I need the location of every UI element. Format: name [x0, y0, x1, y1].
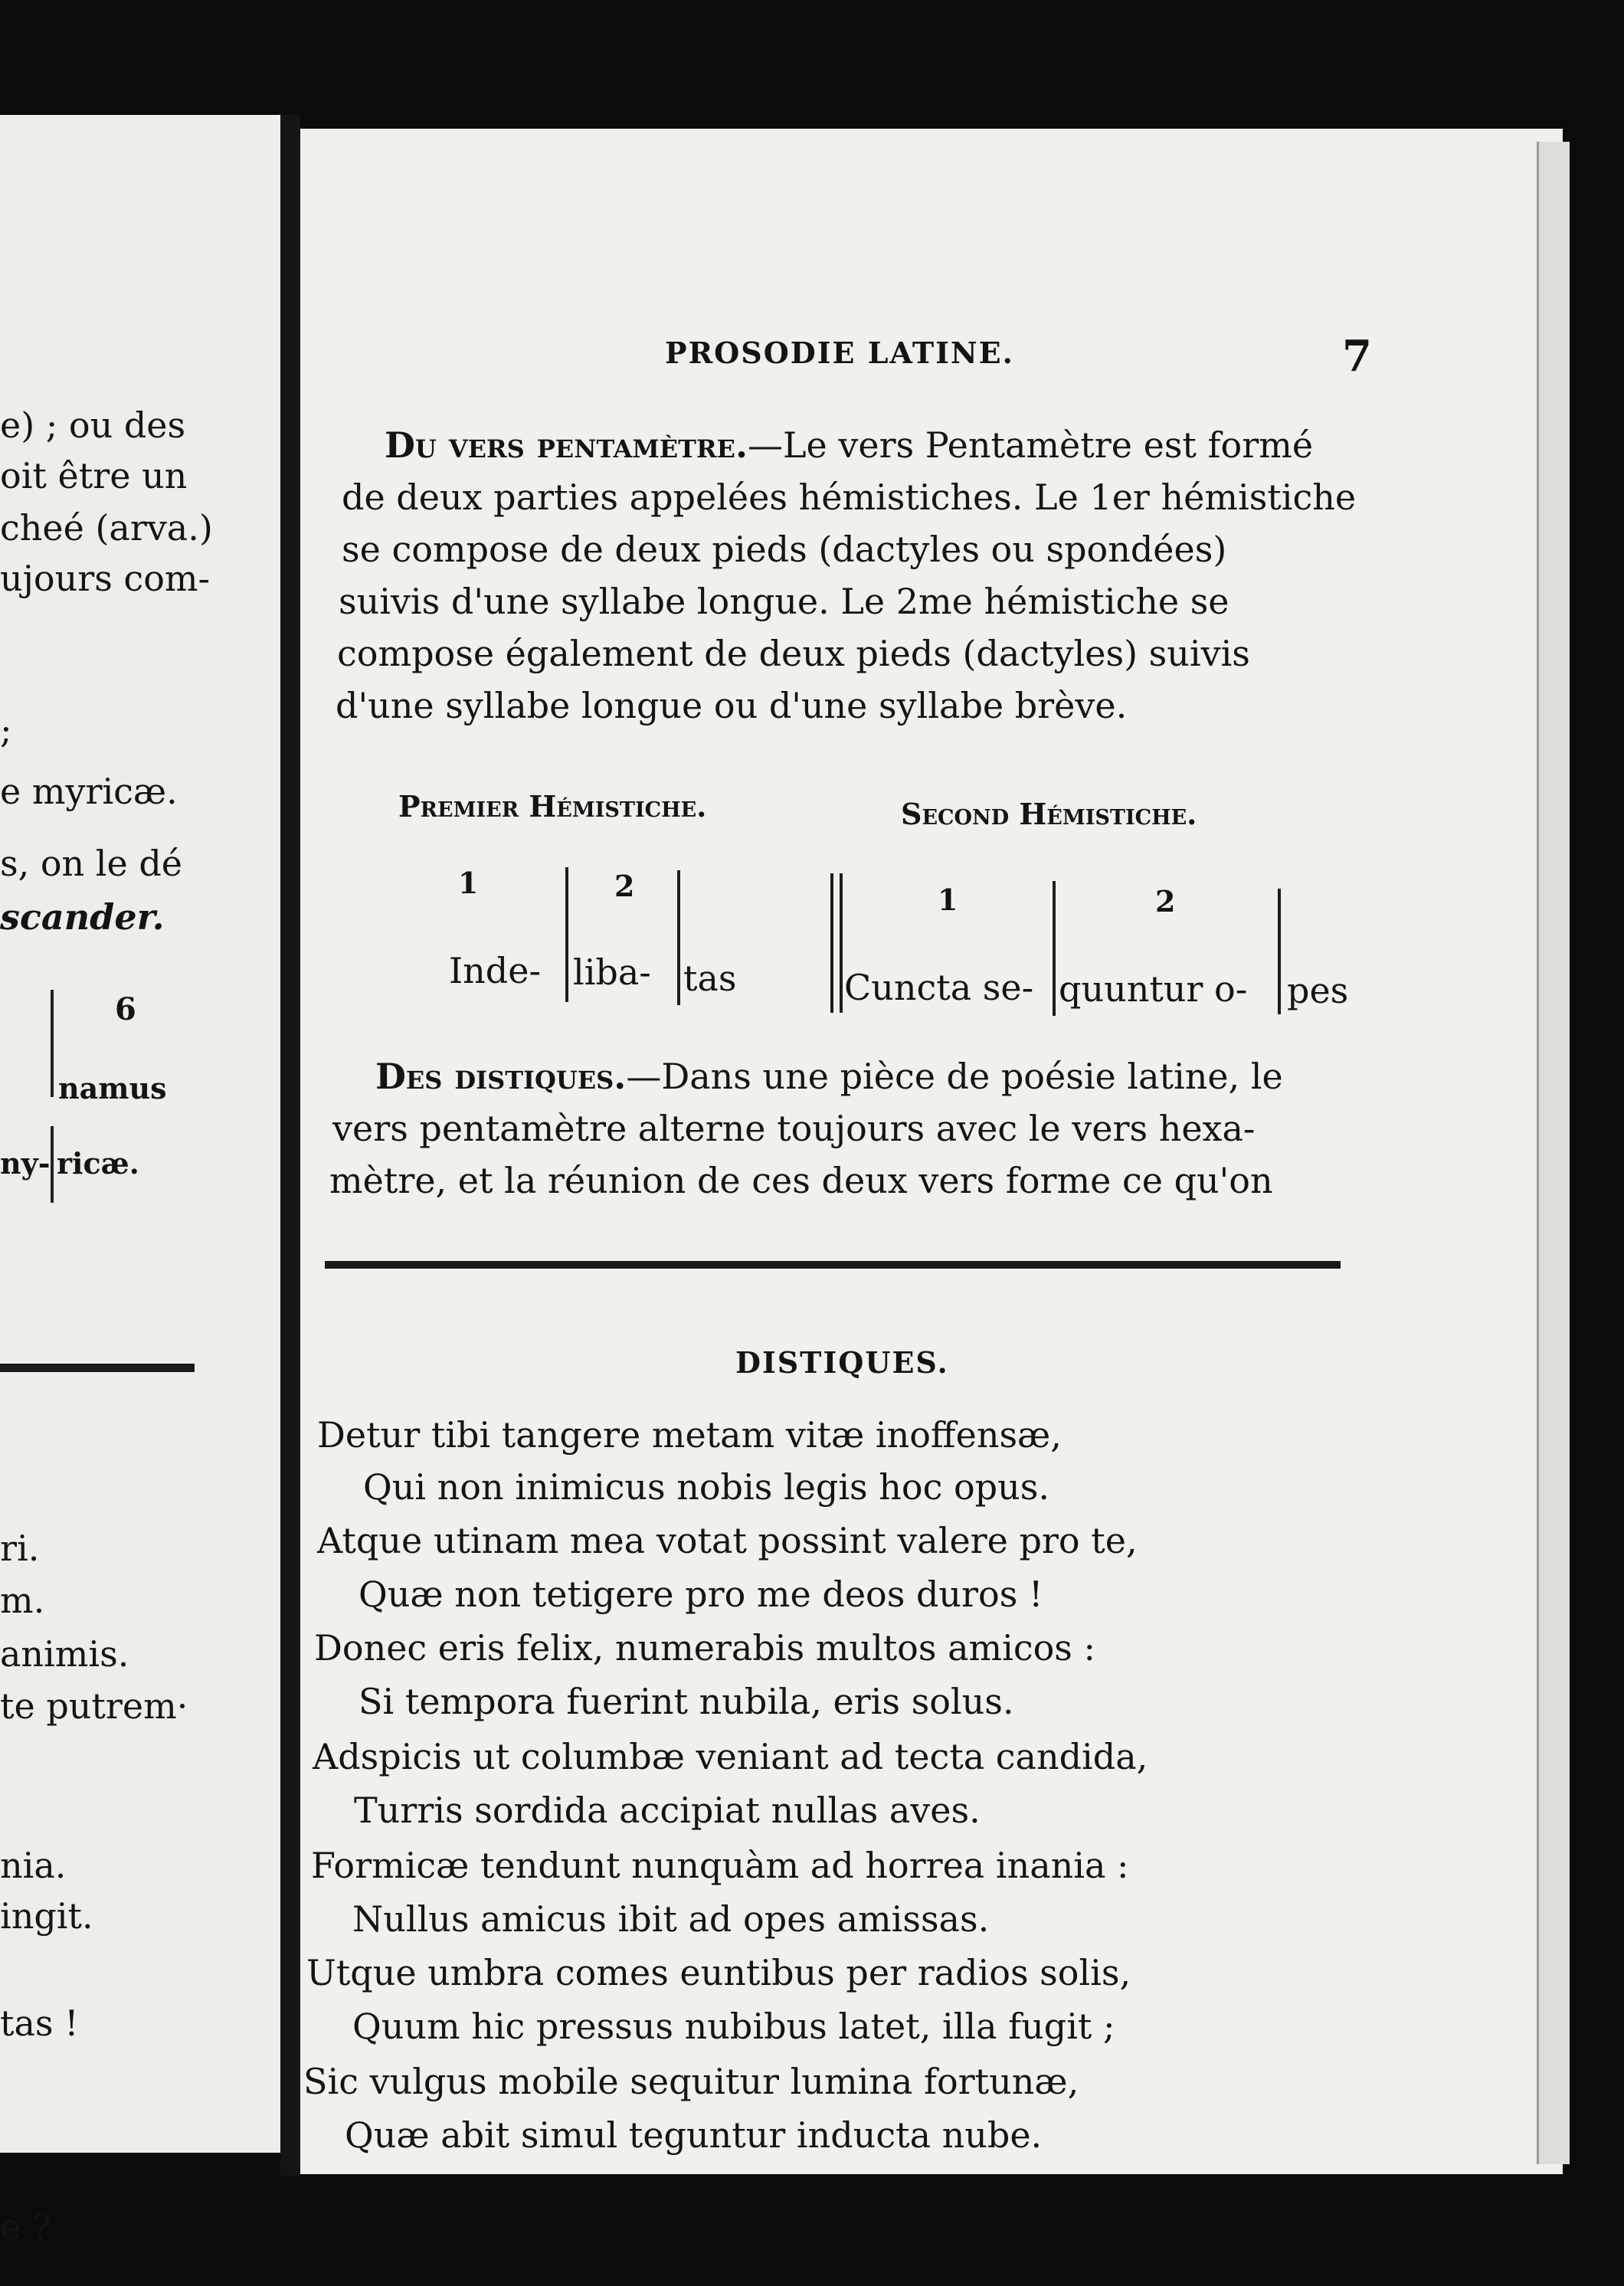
left-line-8: scander.	[0, 896, 165, 938]
left-scansion-syllable-bottom-right: ricæ.	[57, 1146, 139, 1181]
foot-divider-4	[1278, 889, 1281, 1014]
foot-divider-1	[565, 867, 568, 1002]
pentametre-line-5: compose également de deux pieds (dactyles) suivis	[337, 633, 1250, 674]
left-scansion-bar	[51, 990, 54, 1097]
foot-divider-3	[1053, 881, 1056, 1016]
foot-number-1: 1	[458, 866, 479, 900]
verse-3: Atque utinam mea votat possint valere pro te,	[317, 1520, 1138, 1561]
verse-1: Detur tibi tangere metam vitæ inoffensæ,	[317, 1414, 1062, 1456]
left-line-3: cheé (arva.)	[0, 507, 213, 549]
verse-10: Nullus amicus ibit ad opes amissas.	[352, 1898, 990, 1940]
left-lower-line-3: animis.	[0, 1633, 129, 1675]
left-line-4: ujours com-	[0, 558, 211, 599]
syllable-2: liba-	[573, 951, 651, 993]
foot-number-3: 1	[938, 883, 958, 917]
verse-12: Quum hic pressus nubibus latet, illa fugit ;	[352, 2006, 1115, 2047]
verse-2: Qui non inimicus nobis legis hoc opus.	[363, 1466, 1049, 1508]
left-lower-line-2: m.	[0, 1580, 45, 1621]
distiques-title: DISTIQUES.	[735, 1345, 949, 1380]
pentametre-line-4: suivis d'une syllabe longue. Le 2me hémistiche se	[339, 581, 1229, 622]
pentametre-line-3: se compose de deux pieds (dactyles ou spondées)	[342, 529, 1227, 570]
verse-8: Turris sordida accipiat nullas aves.	[354, 1790, 981, 1831]
left-lower-line-8: e ?	[0, 2206, 51, 2248]
left-scansion-syllable-top: namus	[58, 1071, 167, 1105]
syllable-5: quuntur o-	[1059, 968, 1248, 1010]
running-title: PROSODIE LATINE.	[665, 336, 1014, 370]
left-rule	[0, 1364, 195, 1372]
distiques-lead: Des distiques.	[375, 1056, 627, 1097]
verse-5: Donec eris felix, numerabis multos amicos :	[314, 1627, 1096, 1669]
page-edge	[1537, 142, 1570, 2164]
verse-14: Quæ abit simul teguntur inducta nube.	[345, 2114, 1043, 2156]
left-lower-line-1: ri.	[0, 1528, 40, 1569]
left-lower-line-7: tas !	[0, 2003, 79, 2044]
left-line-2: oit être un	[0, 455, 188, 496]
premier-hemistiche-label: Premier Hémistiche.	[398, 789, 707, 824]
pentametre-line-6: d'une syllabe longue ou d'une syllabe brève.	[336, 685, 1128, 726]
left-line-6: e myricæ.	[0, 771, 178, 812]
pentametre-line-1	[385, 424, 1314, 466]
foot-number-2: 2	[614, 869, 635, 903]
caesura-divider-b	[840, 873, 843, 1013]
left-lower-line-6: ingit.	[0, 1895, 93, 1937]
left-line-5: ;	[0, 709, 12, 751]
syllable-4: Cuncta se-	[844, 967, 1034, 1008]
verse-11: Utque umbra comes euntibus per radios solis,	[306, 1952, 1131, 1993]
distiques-intro-line-1	[375, 1056, 1283, 1097]
verse-13: Sic vulgus mobile sequitur lumina fortunæ,	[303, 2061, 1079, 2102]
distiques-intro-line-3: mètre, et la réunion de ces deux vers forme ce qu'on	[329, 1160, 1273, 1201]
pentametre-line-2: de deux parties appelées hémistiches. Le 1er hémistiche	[342, 477, 1357, 518]
pentametre-lead: Du vers pentamètre.	[385, 424, 748, 466]
left-scansion-bar-lower	[51, 1126, 54, 1203]
left-line-7: s, on le dé	[0, 843, 183, 884]
second-hemistiche-label: Second Hémistiche.	[901, 797, 1197, 831]
left-scansion-syllable-bottom-left: ny-	[0, 1146, 51, 1181]
syllable-3: tas	[683, 958, 737, 999]
left-line-1: e) ; ou des	[0, 404, 186, 446]
section-rule	[325, 1261, 1341, 1269]
verse-4: Quæ non tetigere pro me deos duros !	[359, 1574, 1043, 1615]
caesura-divider-a	[830, 873, 833, 1013]
distiques-intro-line-2: vers pentamètre alterne toujours avec le vers hexa-	[332, 1108, 1256, 1149]
distiques-intro-text-1: —Dans une pièce de poésie latine, le	[626, 1056, 1283, 1097]
book-gutter	[280, 115, 300, 2176]
verse-6: Si tempora fuerint nubila, eris solus.	[359, 1681, 1014, 1722]
syllable-1: Inde-	[449, 950, 542, 991]
page-number: 7	[1342, 331, 1372, 382]
pentametre-text-1: —Le vers Pentamètre est formé	[747, 424, 1314, 466]
left-scansion-number: 6	[115, 991, 136, 1027]
verse-7: Adspicis ut columbæ veniant ad tecta candida,	[313, 1736, 1148, 1777]
left-page	[0, 115, 280, 2248]
foot-divider-2	[677, 870, 680, 1005]
syllable-6: pes	[1287, 970, 1349, 1011]
verse-9: Formicæ tendunt nunquàm ad horrea inania :	[311, 1845, 1129, 1886]
left-lower-line-5: nia.	[0, 1845, 67, 1886]
foot-number-4: 2	[1155, 884, 1176, 919]
left-lower-line-4: te putrem·	[0, 1685, 188, 1727]
